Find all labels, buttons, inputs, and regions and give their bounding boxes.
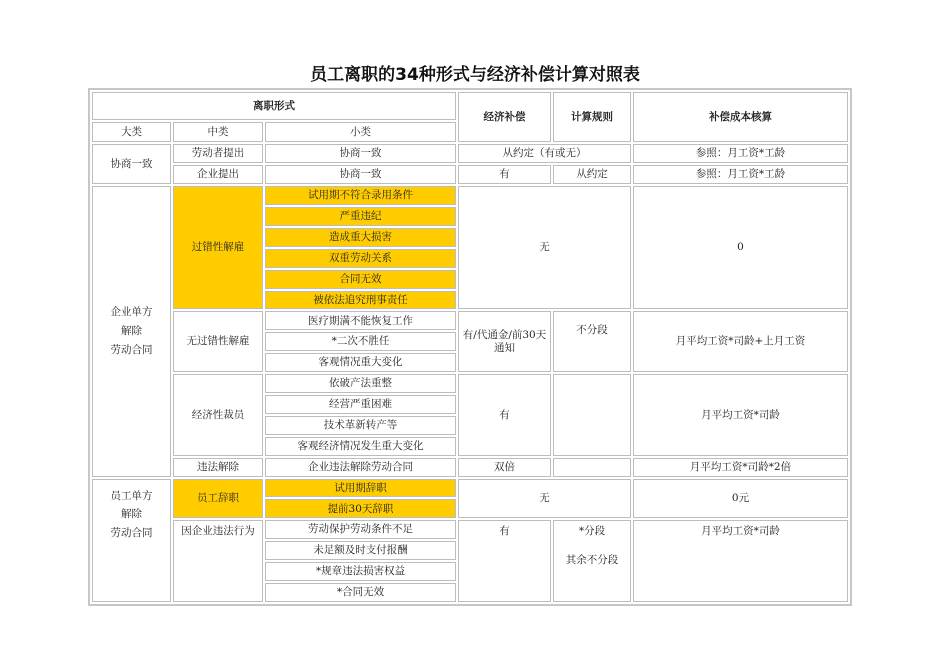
table-cell: 参照：月工资*工龄 [633, 165, 848, 184]
table-cell: 0 [633, 186, 848, 309]
table-cell: 月平均工资*司龄 [633, 520, 848, 602]
table-cell: 月平均工资*司龄*2倍 [633, 458, 848, 477]
header-calc-rule: 计算规则 [553, 92, 631, 142]
table-cell: 0元 [633, 479, 848, 519]
table-cell: 企业提出 [173, 165, 263, 184]
table-cell: *分段 其余不分段 [553, 520, 631, 602]
table-cell: 无 [458, 479, 631, 519]
header-cost: 补偿成本核算 [633, 92, 848, 142]
mid-employee-resign: 员工辞职 [173, 479, 263, 519]
table-cell: 有/代通金/前30天通知 [458, 311, 551, 372]
table-cell: 试用期辞职 [265, 479, 456, 498]
table-cell: 未足额及时支付报酬 [265, 541, 456, 560]
table-cell: 技术革新转产等 [265, 416, 456, 435]
table-cell: 试用期不符合录用条件 [265, 186, 456, 205]
table-cell [553, 458, 631, 477]
mid-nofault-dismissal: 无过错性解雇 [173, 311, 263, 372]
mid-illegal-termination: 违法解除 [173, 458, 263, 477]
table-cell: 劳动保护劳动条件不足 [265, 520, 456, 539]
table-cell: 从约定 [553, 165, 631, 184]
table-cell: 合同无效 [265, 270, 456, 289]
header-major: 大类 [92, 122, 171, 142]
table-cell: 有 [458, 520, 551, 602]
table-cell: 严重违纪 [265, 207, 456, 226]
table-cell: *合同无效 [265, 583, 456, 602]
table-cell: *规章违法损害权益 [265, 562, 456, 581]
mid-employer-violation: 因企业违法行为 [173, 520, 263, 602]
table-cell: 企业违法解除劳动合同 [265, 458, 456, 477]
mid-fault-dismissal: 过错性解雇 [173, 186, 263, 309]
table-cell: 从约定（有或无） [458, 144, 631, 163]
major-employer-unilateral: 企业单方 解除 劳动合同 [92, 186, 171, 476]
table-cell: 客观情况重大变化 [265, 353, 456, 372]
table-cell: 双倍 [458, 458, 551, 477]
table-cell: 无 [458, 186, 631, 309]
major-employee-unilateral: 员工单方 解除 劳动合同 [92, 479, 171, 602]
table-cell: 劳动者提出 [173, 144, 263, 163]
table-cell: 协商一致 [265, 144, 456, 163]
table-cell: 客观经济情况发生重大变化 [265, 437, 456, 456]
table-cell: 被依法追究刑事责任 [265, 291, 456, 310]
table-cell: 依破产法重整 [265, 374, 456, 393]
table-cell: 提前30天辞职 [265, 499, 456, 518]
table-cell: 参照：月工资*工龄 [633, 144, 848, 163]
table-cell: 双重劳动关系 [265, 249, 456, 268]
table-cell: 协商一致 [265, 165, 456, 184]
table-cell: 不分段 [553, 311, 631, 372]
header-compensation: 经济补偿 [458, 92, 551, 142]
compensation-table [88, 88, 852, 606]
table-cell: *二次不胜任 [265, 332, 456, 351]
major-negotiated: 协商一致 [92, 144, 171, 184]
table-cell: 月平均工资*司龄 [633, 374, 848, 456]
table-cell: 医疗期满不能恢复工作 [265, 311, 456, 330]
table-cell: 造成重大损害 [265, 228, 456, 247]
table-cell: 有 [458, 374, 551, 456]
mid-economic-layoff: 经济性裁员 [173, 374, 263, 456]
table-cell [553, 374, 631, 456]
header-form: 离职形式 [92, 92, 456, 120]
header-minor: 小类 [265, 122, 456, 142]
table-cell: 月平均工资*司龄+上月工资 [633, 311, 848, 372]
table-cell: 经营严重困难 [265, 395, 456, 414]
table-cell: 有 [458, 165, 551, 184]
header-mid: 中类 [173, 122, 263, 142]
page-title: 员工离职的34种形式与经济补偿计算对照表 [310, 65, 640, 85]
